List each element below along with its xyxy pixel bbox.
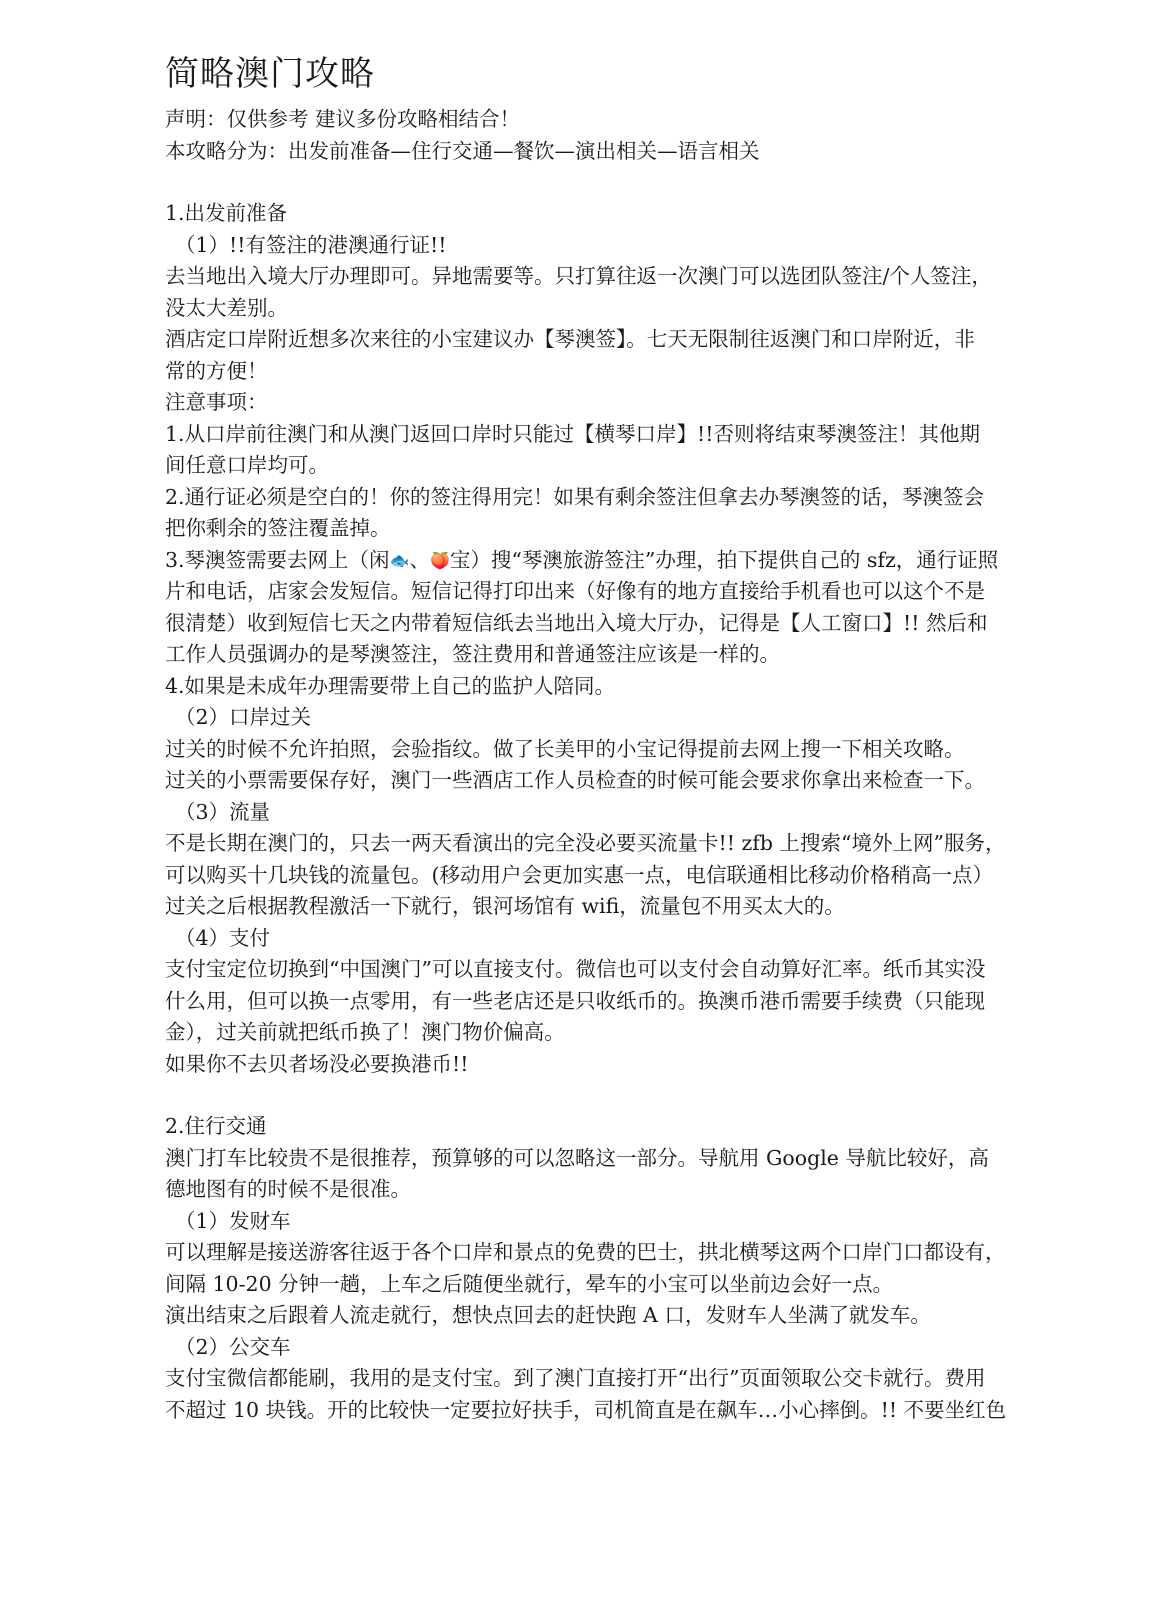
body-line: 澳门打车比较贵不是很推荐，预算够的可以忽略这一部分。导航用 Google 导航比较好，高 — [165, 1145, 989, 1170]
body-line: 片和电话，店家会发短信。短信记得打印出来（好像有的地方直接给手机看也可以这个不是 — [165, 579, 985, 603]
body-line: 酒店定口岸附近想多次来往的小宝建议办【琴澳签】。七天无限制往返澳门和口岸附近，非 — [165, 327, 975, 351]
body-line: 可以理解是接送游客往返于各个口岸和景点的免费的巴士，拱北横琴这两个口岸门口都设有， — [165, 1240, 1006, 1264]
body-line-with-emoji — [165, 545, 1035, 577]
paragraph-gap — [165, 1080, 1035, 1111]
section-heading: 1.出发前准备 — [165, 201, 288, 225]
subsection-heading: （2）公交车 — [175, 1334, 291, 1359]
body-line: 支付宝定位切换到“中国澳门”可以直接支付。微信也可以支付会自动算好汇率。纸币其实没 — [165, 957, 986, 981]
subsection-heading: （1）!!有签注的港澳通行证!! — [175, 232, 447, 257]
subsection-heading: （2）口岸过关 — [175, 705, 312, 729]
body-line: 去当地出入境大厅办理即可。异地需要等。只打算往返一次澳门可以选团队签注/个人签注， — [165, 264, 992, 288]
peach-icon: 🍑 — [429, 550, 450, 570]
section-heading: 2.住行交通 — [165, 1114, 267, 1138]
outline-text: 本攻略分为：出发前准备—住行交通—餐饮—演出相关—语言相关 — [165, 138, 760, 163]
body-line: 2.通行证必须是空白的！你的签注得用完！如果有剩余签注但拿去办琴澳签的话，琴澳签会 — [165, 484, 985, 509]
body-line: 不超过 10 块钱。开的比较快一定要拉好扶手，司机简直是在飙车…小心摔倒。!! 不要坐红色 — [165, 1397, 1007, 1422]
body-line: 常的方便！ — [165, 358, 268, 383]
body-line: 间任意口岸均可。 — [165, 453, 329, 477]
body-line: 可以购买十几块钱的流量包。(移动用户会更加实惠一点，电信联通相比移动价格稍高一点） — [165, 862, 993, 887]
body-line: 4.如果是未成年办理需要带上自己的监护人陪同。 — [165, 673, 616, 698]
body-line: 过关的小票需要保存好，澳门一些酒店工作人员检查的时候可能会要求你拿出来检查一下。 — [165, 768, 985, 792]
note3-suffix: 宝）搜“琴澳旅游签注”办理，拍下提供自己的 sfz，通行证照 — [449, 547, 999, 572]
body-line: 过关的时候不允许拍照，会验指纹。做了长美甲的小宝记得提前去网上搜一下相关攻略。 — [165, 736, 965, 761]
body-line: 1.从口岸前往澳门和从澳门返回口岸时只能过【横琴口岸】!!否则将结束琴澳签注！其他期 — [165, 421, 981, 446]
body-line: 工作人员强调办的是琴澳签注，签注费用和普通签注应该是一样的。 — [165, 642, 780, 666]
body-line: 注意事项： — [165, 390, 268, 414]
document-body — [165, 50, 1035, 1426]
body-line: 把你剩余的签注覆盖掉。 — [165, 516, 391, 540]
note3-separator: 、 — [409, 547, 430, 572]
body-line: 什么用，但可以换一点零用，有一些老店还是只收纸币的。换澳币港币需要手续费（只能现 — [165, 988, 985, 1013]
fish-icon: 🐟 — [389, 550, 410, 570]
body-line: 如果你不去贝者场没必要换港币!! — [165, 1051, 469, 1076]
body-line: 很清楚）收到短信七天之内带着短信纸去当地出入境大厅办，记得是【人工窗口】!! 然后和 — [165, 610, 988, 635]
body-line: 没太大差别。 — [165, 295, 288, 320]
page-title: 简略澳门攻略 — [165, 54, 375, 94]
body-line: 金），过关前就把纸币换了！澳门物价偏高。 — [165, 1020, 565, 1044]
subsection-heading: （3）流量 — [175, 799, 271, 824]
body-line: 间隔 10-20 分钟一趟，上车之后随便坐就行，晕车的小宝可以坐前边会好一点。 — [165, 1271, 894, 1296]
subsection-heading: （4）支付 — [175, 925, 271, 950]
disclaimer-text: 声明：仅供参考 建议多份攻略相结合！ — [165, 107, 521, 131]
body-line: 不是长期在澳门的，只去一两天看演出的完全没必要买流量卡!! zfb 上搜索“境外上网”服务， — [165, 831, 1006, 855]
body-line: 过关之后根据教程激活一下就行，银河场馆有 wifi，流量包不用买太大的。 — [165, 894, 845, 918]
note3-prefix: 3.琴澳签需要去网上（闲 — [165, 547, 390, 572]
subsection-heading: （1）发财车 — [175, 1208, 291, 1233]
body-line: 支付宝微信都能刷，我用的是支付宝。到了澳门直接打开“出行”页面领取公交卡就行。费用 — [165, 1366, 986, 1390]
body-line: 德地图有的时候不是很准。 — [165, 1177, 411, 1201]
body-line: 演出结束之后跟着人流走就行，想快点回去的赶快跑 A 口，发财车人坐满了就发车。 — [165, 1303, 931, 1327]
paragraph-gap — [165, 167, 1035, 198]
